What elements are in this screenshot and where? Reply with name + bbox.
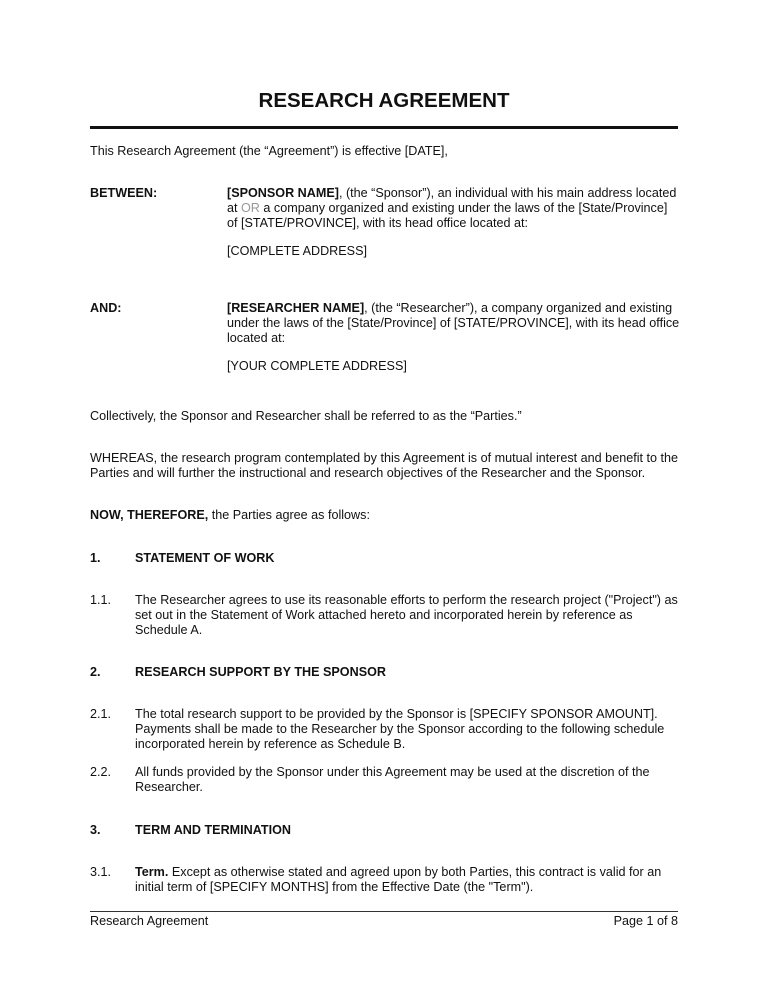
clause-number: 1.1. bbox=[90, 593, 112, 607]
clause-body: Except as otherwise stated and agreed upon by both Parties, this contract is valid for an initial term of [SPECIFY MONTHS] from the Effective Date (the "Term"). bbox=[135, 865, 662, 894]
and-label: AND: bbox=[90, 301, 122, 315]
section-number: 1. bbox=[90, 551, 101, 565]
section-number: 2. bbox=[90, 665, 101, 679]
clause-bold-lead: Term. bbox=[135, 865, 169, 879]
clause-text bbox=[135, 865, 680, 895]
section-title: TERM AND TERMINATION bbox=[135, 823, 292, 837]
section-number: 3. bbox=[90, 823, 101, 837]
section-title: RESEARCH SUPPORT BY THE SPONSOR bbox=[135, 665, 386, 679]
clause-text: All funds provided by the Sponsor under this Agreement may be used at the discretion of the Researcher. bbox=[135, 765, 650, 794]
clause-text: The Researcher agrees to use its reasonable efforts to perform the research project ("Project") as set out in the Statement of Work attached hereto and incorporated herein by reference as Schedule A. bbox=[135, 593, 678, 637]
clause-number: 2.1. bbox=[90, 707, 112, 721]
clause-text: The total research support to be provided by the Sponsor is [SPECIFY SPONSOR AMOUNT]. Payments shall be made to the Researcher by the Sponsor according to the following schedule incorporated herein by reference as Schedule B. bbox=[135, 707, 665, 751]
researcher-description bbox=[227, 301, 680, 346]
sponsor-name: [SPONSOR NAME] bbox=[227, 186, 339, 200]
clause-number: 3.1. bbox=[90, 865, 112, 879]
footer-divider bbox=[90, 911, 678, 912]
between-label: BETWEEN: bbox=[90, 186, 158, 200]
now-therefore-paragraph bbox=[90, 508, 680, 523]
researcher-name: [RESEARCHER NAME] bbox=[227, 301, 365, 315]
whereas-paragraph: WHEREAS, the research program contemplated by this Agreement is of mutual interest and benefit to the Parties and will further the instructional and research objectives of the Researcher and the Sponsor. bbox=[90, 451, 679, 480]
sponsor-text: , (the “Sponsor”), an individual with his main address located at bbox=[227, 186, 677, 215]
document-title: RESEARCH AGREEMENT bbox=[258, 89, 510, 112]
now-therefore-text: the Parties agree as follows: bbox=[208, 508, 370, 522]
or-text: OR bbox=[241, 201, 260, 215]
sponsor-description bbox=[227, 186, 680, 231]
title-divider bbox=[90, 126, 678, 129]
researcher-text: , (the “Researcher”), a company organized and existing under the laws of the [State/Province] of [STATE/PROVINCE], with its head office located at: bbox=[227, 301, 680, 345]
sponsor-address: [COMPLETE ADDRESS] bbox=[227, 244, 367, 258]
collectively-paragraph: Collectively, the Sponsor and Researcher shall be referred to as the “Parties.” bbox=[90, 409, 522, 423]
researcher-address: [YOUR COMPLETE ADDRESS] bbox=[227, 359, 407, 373]
footer-page-number: Page 1 of 8 bbox=[613, 914, 678, 928]
now-therefore-bold: NOW, THEREFORE, bbox=[90, 508, 209, 522]
sponsor-text-2: a company organized and existing under the laws of the [State/Province] of [STATE/PROVINCE], with its head office located at: bbox=[227, 201, 668, 230]
footer-document-name: Research Agreement bbox=[90, 914, 209, 928]
clause-number: 2.2. bbox=[90, 765, 112, 779]
section-title: STATEMENT OF WORK bbox=[135, 551, 275, 565]
intro-paragraph: This Research Agreement (the “Agreement”) is effective [DATE], bbox=[90, 144, 448, 158]
